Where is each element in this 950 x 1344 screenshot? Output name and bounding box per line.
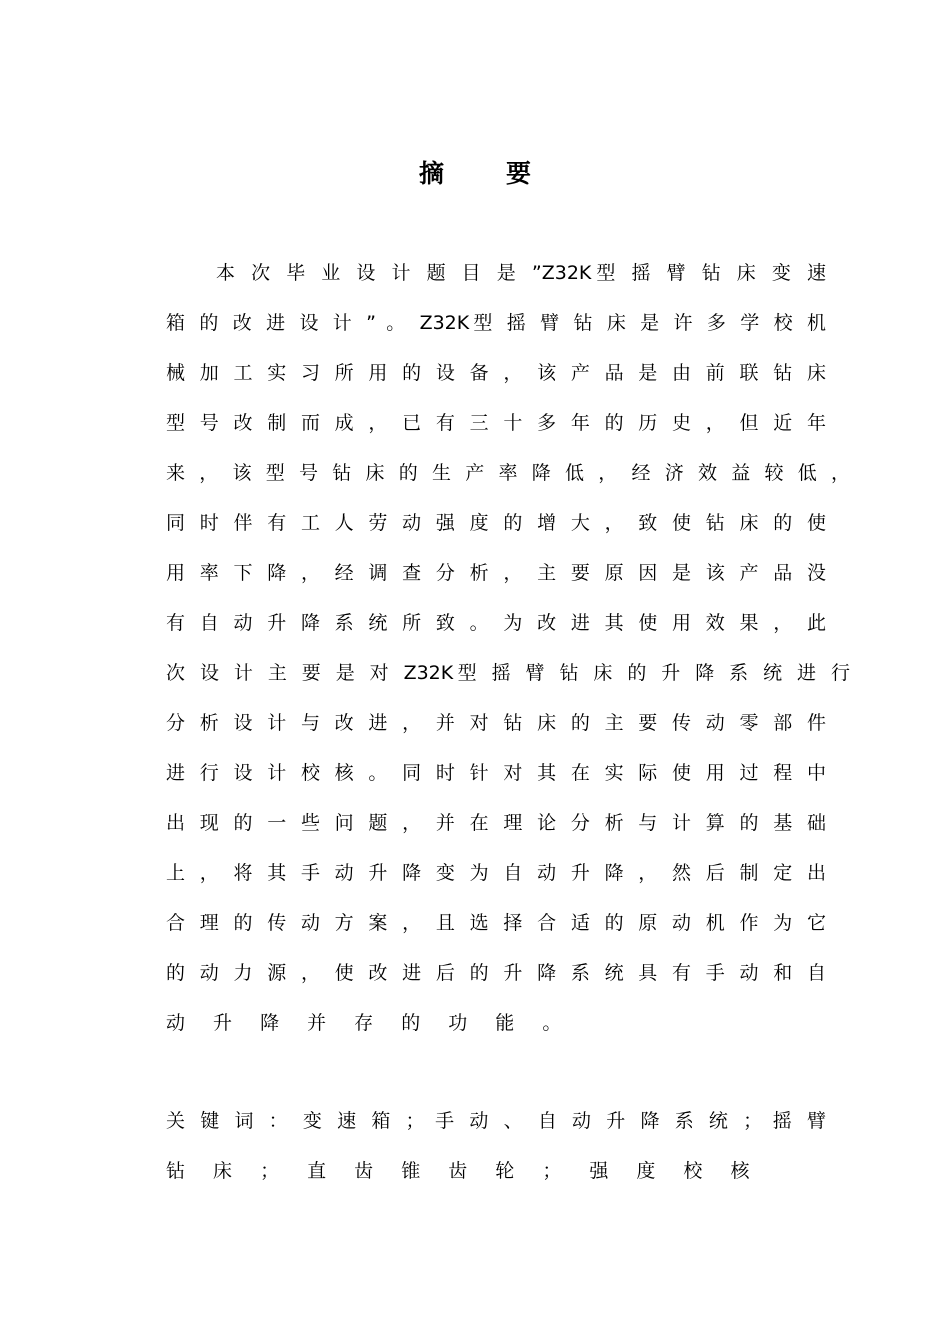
abstract-line: 械 加 工 实 习 所 用 的 设 备 ， 该 产 品 是 由 前 联 钻 床 [166, 362, 826, 384]
abstract-line: 进 行 设 计 校 核 。 同 时 针 对 其 在 实 际 使 用 过 程 中 [166, 762, 826, 784]
title-char-2: 要 [506, 159, 532, 188]
abstract-line: 箱 的 改 进 设 计 ” 。 Z32K型 摇 臂 钻 床 是 许 多 学 校 机 [166, 312, 826, 334]
abstract-line: 同 时 伴 有 工 人 劳 动 强 度 的 增 大 ， 致 使 钻 床 的 使 [166, 512, 826, 534]
abstract-line: 用 率 下 降 ， 经 调 查 分 析 ， 主 要 原 因 是 该 产 品 没 [166, 562, 826, 584]
abstract-line: 有 自 动 升 降 系 统 所 致 。 为 改 进 其 使 用 效 果 ， 此 [166, 612, 826, 634]
abstract-line: 分 析 设 计 与 改 进 ， 并 对 钻 床 的 主 要 传 动 零 部 件 [166, 712, 826, 734]
keywords-line: 关 键 词 ： 变 速 箱 ； 手 动 、 自 动 升 降 系 统 ； 摇 臂 [166, 1110, 826, 1132]
abstract-line: 上 ， 将 其 手 动 升 降 变 为 自 动 升 降 ， 然 后 制 定 出 [166, 862, 826, 884]
abstract-line: 型 号 改 制 而 成 ， 已 有 三 十 多 年 的 历 史 ， 但 近 年 [166, 412, 826, 434]
keywords-line: 钻 床 ； 直 齿 锥 齿 轮 ； 强 度 校 核 [166, 1160, 761, 1182]
title-char-1: 摘 [418, 159, 444, 188]
abstract-line: 动 升 降 并 存 的 功 能 。 [166, 1012, 573, 1034]
abstract-line: 合 理 的 传 动 方 案 ， 且 选 择 合 适 的 原 动 机 作 为 它 [166, 912, 826, 934]
abstract-line: 出 现 的 一 些 问 题 ， 并 在 理 论 分 析 与 计 算 的 基 础 [166, 812, 826, 834]
abstract-line: 的 动 力 源 ， 使 改 进 后 的 升 降 系 统 具 有 手 动 和 自 [166, 962, 826, 984]
abstract-line: 次 设 计 主 要 是 对 Z32K型 摇 臂 钻 床 的 升 降 系 统 进 行 [166, 662, 850, 684]
abstract-line: 本 次 毕 业 设 计 题 目 是 ”Z32K型 摇 臂 钻 床 变 速 [216, 262, 826, 284]
abstract-line: 来 ， 该 型 号 钻 床 的 生 产 率 降 低 ， 经 济 效 益 较 低 ， [166, 462, 850, 484]
page-title [0, 156, 950, 192]
